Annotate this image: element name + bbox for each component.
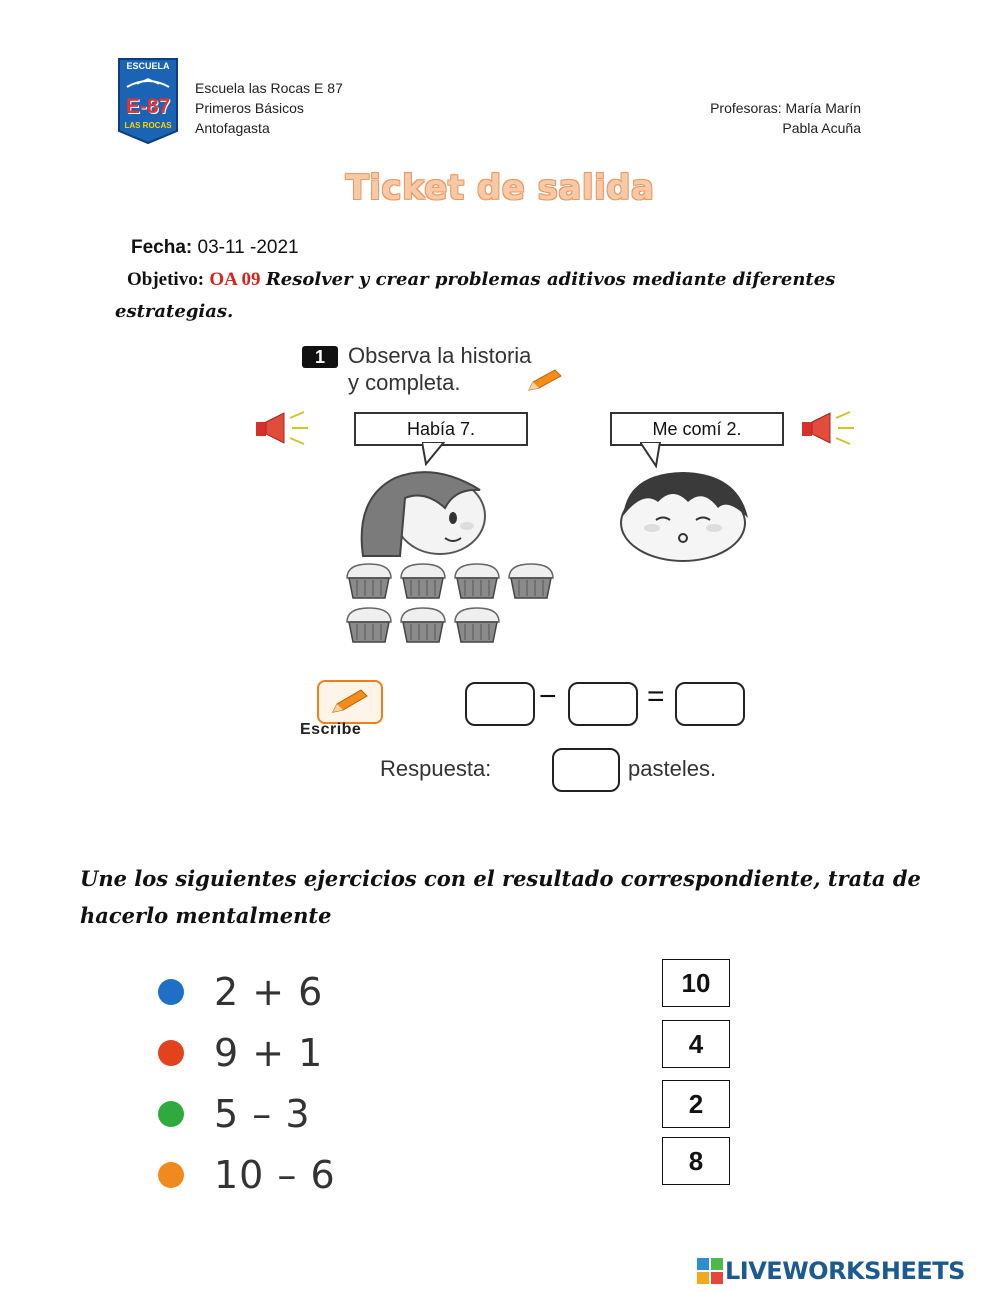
speech-bubble-left: Había 7. [354,412,528,446]
exercise-2[interactable] [158,1029,323,1077]
speaker-right-icon[interactable] [800,410,856,446]
minus-sign: − [539,680,557,713]
exercise-dot-orange [158,1162,184,1188]
activity-2-instruction-2: hacerlo mentalmente [80,903,332,928]
bubble-left-tail [422,442,452,466]
answer-unit: pasteles. [628,756,717,781]
logo-code-text: E-87 [125,95,171,118]
result-box[interactable]: 8 [662,1137,730,1185]
equation-box-result[interactable] [675,682,745,726]
teachers-line-1: Profesoras: María Marín [710,100,861,116]
answer-box[interactable] [552,748,620,792]
exercise-expression: 9 + 1 [214,1031,324,1075]
liveworksheets-icon [697,1258,723,1284]
exercise-expression: 10 – 6 [214,1153,336,1197]
exercise-dot-blue [158,979,184,1005]
equation-box-1[interactable] [465,682,535,726]
objetivo-code: OA 09 [209,269,261,290]
pencil-icon [525,368,565,394]
school-logo [117,57,179,145]
fecha-line [131,237,299,259]
exercise-1[interactable] [158,968,323,1016]
equation-box-2[interactable] [568,682,638,726]
exercise-expression: 2 + 6 [214,970,324,1014]
school-grade: Primeros Básicos [195,100,304,116]
teachers-line-2: Pabla Acuña [782,120,861,136]
write-icon-box [317,680,383,724]
equals-sign: = [647,680,665,713]
logo-top-text: ESCUELA [126,61,170,71]
activity-1 [250,340,870,800]
school-info [195,78,343,138]
liveworksheets-text: LIVEWORKSHEETS [725,1257,965,1285]
exercise-dot-red [158,1040,184,1066]
exercise-3[interactable] [158,1090,311,1138]
page-title: Ticket de salida [345,168,655,208]
result-box[interactable]: 4 [662,1020,730,1068]
cupcakes-illustration [345,562,565,652]
bubble-right-tail [640,442,670,468]
objetivo-line [127,269,835,291]
objetivo-text: Resolver y crear problemas aditivos mediante diferentes [265,269,836,290]
school-city: Antofagasta [195,120,270,136]
school-name: Escuela las Rocas E 87 [195,80,343,96]
exercise-dot-green [158,1101,184,1127]
activity-instruction-1: Observa la historia [348,343,532,368]
write-label: Escribe [300,721,362,738]
objetivo-text-2: estrategias. [115,301,234,322]
boy-illustration [608,468,758,563]
result-box[interactable]: 10 [662,959,730,1007]
activity-2-instruction: Une los siguientes ejercicios con el resultado correspondiente, trata de [80,866,921,891]
fecha-value: 03-11 -2021 [197,237,299,258]
write-pencil-icon [319,682,381,722]
answer-label: Respuesta: [380,756,492,781]
activity-instruction-2: y completa. [348,370,461,395]
exercise-expression: 5 – 3 [214,1092,311,1136]
speech-bubble-right: Me comí 2. [610,412,784,446]
fecha-label: Fecha: [131,237,193,258]
objetivo-label: Objetivo: [127,269,205,290]
logo-bottom-text: LAS ROCAS [124,121,172,130]
liveworksheets-logo[interactable] [697,1256,965,1286]
result-box[interactable]: 2 [662,1080,730,1128]
exercise-4[interactable] [158,1151,336,1199]
activity-number: 1 [302,346,338,368]
speaker-left-icon[interactable] [254,410,310,446]
teachers-info [710,98,861,138]
girl-illustration [355,468,495,558]
